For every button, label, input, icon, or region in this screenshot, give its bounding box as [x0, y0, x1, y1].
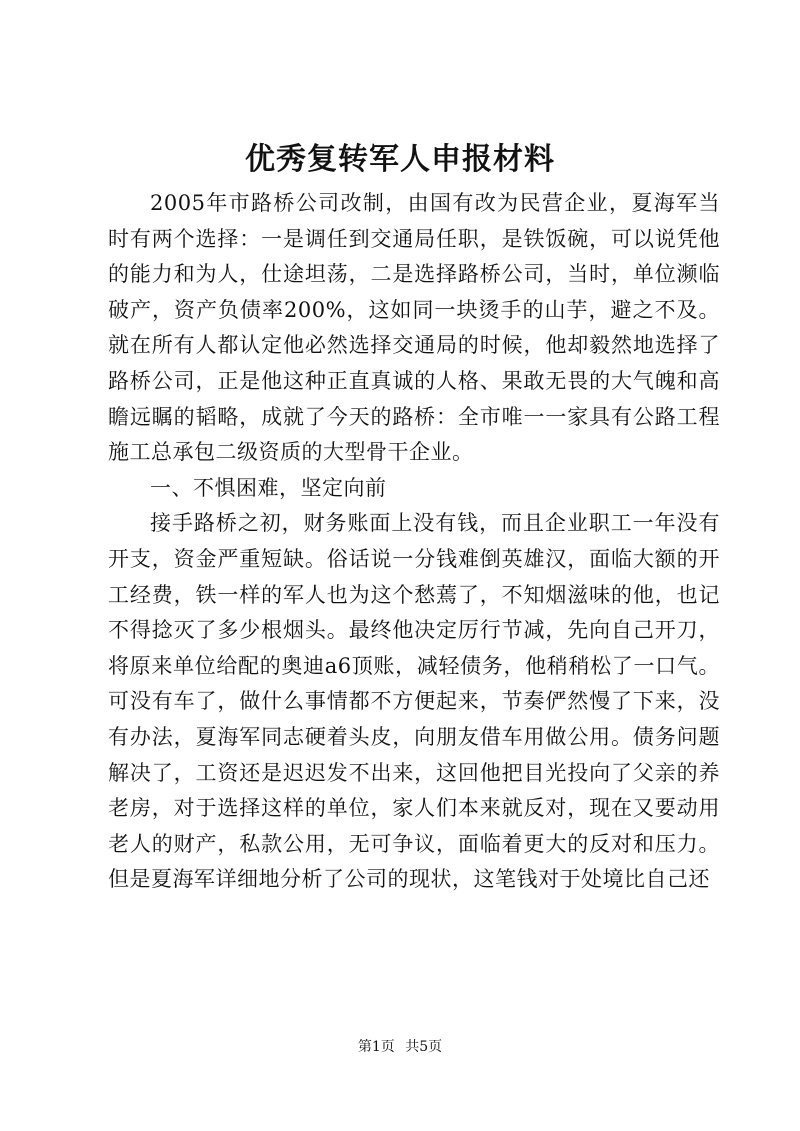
section-heading: 一、不惧困难，坚定向前 [150, 475, 387, 500]
paragraph-section-one: 接手路桥之初，财务账面上没有钱，而且企业职工一年没有开支，资金严重短缺。俗话说一分钱难倒英雄汉，面临大额的开工经费，铁一样的军人也为这个愁蔫了，不知烟滋味的他，也记不得捻灭了多少根烟头。最终他决定厉行节减，先向自己开刀，将原来单位给配的奥迪a6顶账，减轻债务，他稍稍松了一口气。可没有车了，做什么事情都不方便起来，节奏俨然慢了下来，没有办法，夏海军同志硬着头皮，向朋友借车用做公用。债务问题解决了，工资还是迟迟发不出来，这回他把目光投向了父亲的养老房，对于选择这样的单位，家人们本来就反对，现在又要动用老人的财产，私款公用，无可争议，面临着更大的反对和压力。但是夏海军详细地分析了公司的现状，这笔钱对于处境比自己还 [108, 511, 720, 892]
paragraph-intro: 2005年市路桥公司改制，由国有改为民营企业，夏海军当时有两个选择：一是调任到交通局任职，是铁饭碗，可以说凭他的能力和为人，仕途坦荡，二是选择路桥公司，当时，单位濒临破产，资产负债率200%，这如同一块烫手的山芋，避之不及。就在所有人都认定他必然选择交通局的时候，他却毅然地选择了路桥公司，正是他这种正直真诚的人格、果敢无畏的大气魄和高瞻远瞩的韬略，成就了今天的路桥：全市唯一一家具有公路工程施工总承包二级资质的大型骨干企业。 [108, 191, 720, 465]
page-total: 共5页 [405, 1039, 443, 1055]
document-body [108, 186, 720, 898]
page-footer [0, 1037, 800, 1057]
page-number: 第1页 [357, 1039, 395, 1055]
document-title: 优秀复转军人申报材料 [245, 142, 555, 177]
